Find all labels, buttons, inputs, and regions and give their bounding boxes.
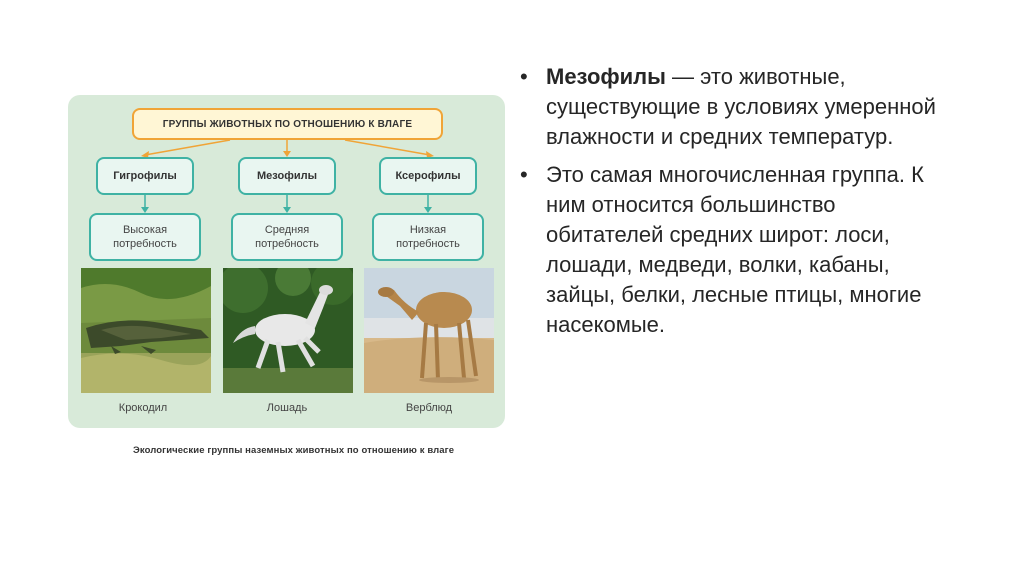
need-box-low <box>372 213 484 261</box>
group-box-mesophiles <box>238 157 336 195</box>
bullet-mesophiles-examples <box>520 160 950 340</box>
need-line1: Высокая <box>122 224 168 236</box>
text-panel <box>520 62 950 348</box>
need-line1: Низкая <box>409 224 447 236</box>
term-mesophiles: Мезофилы <box>546 64 666 89</box>
diagram-title: ГРУППЫ ЖИВОТНЫХ ПО ОТНОШЕНИЮ К ВЛАГЕ <box>162 118 413 130</box>
need-line2: потребность <box>113 238 177 250</box>
need-box-high <box>89 213 201 261</box>
group-name: Гигрофилы <box>113 170 177 182</box>
group-box-hygrophiles <box>96 157 194 195</box>
caption-camel: Верблюд <box>405 402 453 414</box>
examples-text: Это самая многочисленная группа. К ним относится большинство обитателей средних широт: лоси, лошади, медведи, волки, кабаны, зайцы, белки, лесные птицы, многие насекомые. <box>546 162 924 337</box>
bullet-dot: • <box>520 64 528 89</box>
need-box-medium <box>231 213 343 261</box>
need-line2: потребность <box>255 238 319 250</box>
diagram-title-box <box>132 108 443 140</box>
bullet-mesophiles-definition <box>520 62 950 152</box>
camel-photo <box>364 268 494 393</box>
need-line2: потребность <box>396 238 460 250</box>
caption-crocodile: Крокодил <box>118 402 168 414</box>
caption-horse: Лошадь <box>266 402 308 414</box>
need-line1: Средняя <box>264 224 310 236</box>
group-name: Мезофилы <box>257 170 317 182</box>
definition-text: — это животные, существующие в условиях умеренной влажности и средних температур. <box>546 64 936 149</box>
group-box-xerophiles <box>379 157 477 195</box>
figure-caption: Экологические группы наземных животных по отношению к влаге <box>133 445 455 456</box>
crocodile-photo <box>81 268 211 393</box>
group-name: Ксерофилы <box>395 170 461 182</box>
horse-photo <box>223 268 353 393</box>
bullet-dot: • <box>520 162 528 187</box>
